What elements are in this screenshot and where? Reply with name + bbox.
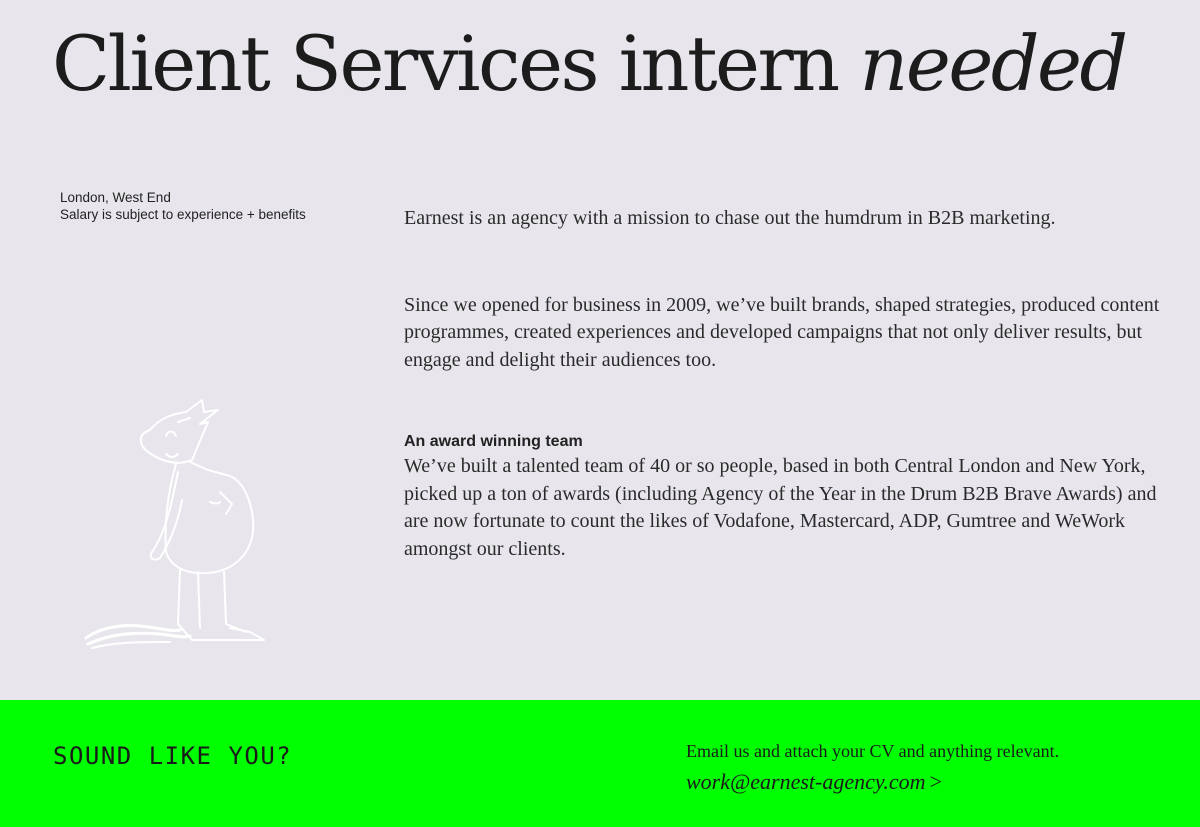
intro-paragraph: Earnest is an agency with a mission to chase out the humdrum in B2B marketing. [404,207,1056,229]
contact-instructions: Email us and attach your CV and anything relevant. [686,741,1060,761]
email-link[interactable] [686,769,942,795]
page-title [52,18,1126,109]
email-address: work@earnest-agency.com [686,769,926,794]
team-paragraph: We’ve built a talented team of 40 or so people, based in both Central London and New York, picked up a ton of awards (including Agency of the Year in the Drum B2B Brave Awards) and are now fortunate to count the likes of Vodafone, Mastercard, ADP, Gumtree and WeWork amongst our clients. [404,455,1157,560]
man-looking-up-sketch-icon [80,392,280,654]
contact-block [686,739,1059,795]
history-paragraph: Since we opened for business in 2009, we’ve built brands, shaped strategies, produced content programmes, created experiences and developed campaigns that not only deliver results, but engage and delight their audiences too. [404,293,1160,371]
contact-footer [0,700,1200,827]
cta-heading: SOUND LIKE YOU? [53,742,293,770]
page-title-main: Client Services intern [52,19,838,108]
page-title-emphasis: needed [859,19,1126,108]
team-heading: An award winning team [404,433,583,450]
job-salary: Salary is subject to experience + benefits [60,207,306,222]
job-meta [60,189,306,223]
job-description [404,205,1174,563]
arrow-icon: > [929,769,942,794]
job-location: London, West End [60,190,171,205]
